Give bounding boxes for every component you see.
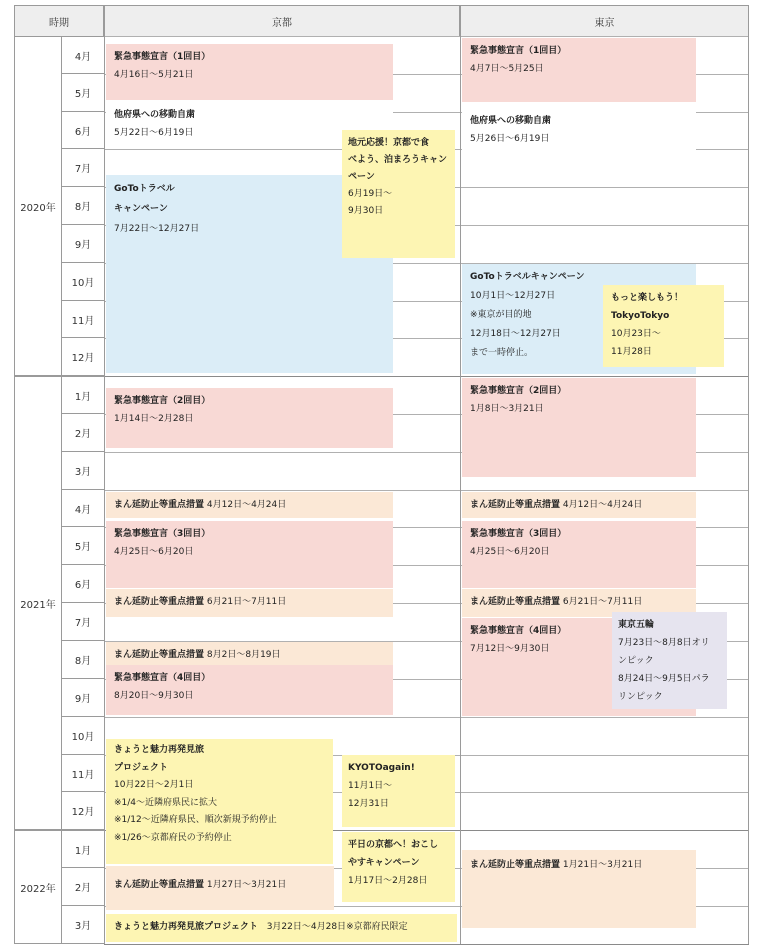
- month-2022-02: 2月: [61, 868, 105, 906]
- tokyo-manen-1-title: まん延防止等重点措置: [470, 500, 561, 510]
- month-2021-08: 8月: [61, 641, 105, 679]
- year-2022: 2022年: [14, 830, 62, 944]
- kyoto-kyotoagain-dates-2: 12月31日: [348, 799, 389, 809]
- kyoto-manen-1-dates: 4月12日～4月24日: [206, 500, 287, 510]
- tokyo-olympics-line-1: 7月23日～8月8日オリ: [618, 638, 710, 648]
- month-2022-01: 1月: [61, 830, 105, 868]
- kyoto-emergency-1: [106, 44, 393, 100]
- kyoto-miryoku2-title: きょうと魅力再発見旅プロジェクト: [114, 922, 258, 932]
- month-2020-09: 9月: [61, 225, 105, 263]
- month-2021-06: 6月: [61, 565, 105, 603]
- tokyo-olympics-title: 東京五輪: [618, 620, 655, 630]
- tokyo-olympics-line-2: ンピック: [618, 656, 654, 666]
- kyoto-manen-4-dates: 1月27日～3月21日: [206, 880, 287, 890]
- kyoto-heijitsu-title-2: やすキャンペーン: [348, 858, 420, 868]
- tokyo-emergency-1-title: 緊急事態宣言（1回目）: [470, 46, 567, 56]
- kyoto-emergency-3-dates: 4月25日～6月20日: [114, 547, 194, 557]
- kyoto-miryoku2-dates: 3月22日～4月28日: [266, 922, 347, 932]
- kyoto-emergency-1-dates: 4月16日～5月21日: [114, 70, 194, 80]
- tokyo-manen-2-title: まん延防止等重点措置: [470, 597, 561, 607]
- tokyo-motto-title-1: もっと楽しもう！: [611, 293, 684, 303]
- kyoto-miryoku-title-1: きょうと魅力再発見旅: [114, 745, 205, 755]
- tokyo-olympics-line-4: リンピック: [618, 692, 663, 702]
- kyoto-manen-2-dates: 6月21日～7月11日: [206, 597, 287, 607]
- month-2020-04: 4月: [61, 36, 105, 74]
- kyoto-emergency-2-title: 緊急事態宣言（2回目）: [114, 396, 211, 406]
- kyoto-emergency-4-title: 緊急事態宣言（4回目）: [114, 673, 211, 683]
- kyoto-emergency-2: [106, 388, 393, 448]
- kyoto-kyotoagain-title: KYOTOagain!: [348, 763, 415, 773]
- tokyo-emergency-4-dates: 7月12日～9月30日: [470, 644, 550, 654]
- tokyo-goto-note-1: ※東京が目的地: [470, 310, 532, 320]
- tokyo-olympics: [612, 612, 727, 709]
- tokyo-goto-dates: 10月1日～12月27日: [470, 291, 556, 301]
- kyoto-jimoto-dates-1: 6月19日～: [348, 189, 393, 199]
- tokyo-emergency-1: [462, 38, 696, 102]
- tokyo-motto-tokyo: [603, 285, 724, 367]
- month-2020-06: 6月: [61, 112, 105, 149]
- month-2022-03: 3月: [61, 906, 105, 944]
- month-2020-07: 7月: [61, 149, 105, 187]
- kyoto-manen-3-title: まん延防止等重点措置: [114, 650, 205, 660]
- tokyo-manen-3-title: まん延防止等重点措置: [470, 860, 561, 870]
- kyoto-miryoku-note-2: ※1/12～近隣府県民、順次新規予約停止: [114, 815, 277, 825]
- month-2021-05: 5月: [61, 527, 105, 565]
- kyoto-emergency-1-title: 緊急事態宣言（1回目）: [114, 52, 211, 62]
- tokyo-motto-title-2: TokyoTokyo: [611, 311, 670, 321]
- month-2020-12: 12月: [61, 338, 105, 376]
- kyoto-kyotoagain-dates-1: 11月1日～: [348, 781, 393, 791]
- kyoto-self-restraint-title: 他府県への移動自粛: [114, 110, 196, 120]
- tokyo-goto-title: GoToトラベルキャンペーン: [470, 272, 585, 282]
- month-2020-10: 10月: [61, 263, 105, 301]
- header-tokyo: 東京: [460, 5, 749, 37]
- kyoto-jimoto-dates-2: 9月30日: [348, 206, 384, 216]
- kyoto-miryoku-note-1: ※1/4～近隣府県民に拡大: [114, 797, 218, 808]
- kyoto-emergency-4-dates: 8月20日～9月30日: [114, 691, 194, 701]
- kyoto-miryoku-project: [106, 739, 333, 864]
- tokyo-self-restraint: [462, 108, 696, 152]
- kyoto-manen-3-dates: 8月2日～8月19日: [206, 650, 281, 660]
- tokyo-emergency-3-dates: 4月25日～6月20日: [470, 547, 550, 557]
- kyoto-goto-title-1: GoToトラベル: [114, 184, 175, 194]
- kyoto-miryoku-project-2: [106, 914, 457, 942]
- tokyo-self-restraint-dates: 5月26日～6月19日: [470, 134, 550, 144]
- month-2021-01: 1月: [61, 376, 105, 414]
- year-2021: 2021年: [14, 376, 62, 830]
- tokyo-motto-dates-2: 11月28日: [611, 347, 652, 357]
- kyoto-jimoto-title-3: ペーン: [348, 172, 375, 182]
- tokyo-emergency-2: [462, 378, 696, 477]
- kyoto-miryoku-dates: 10月22日～2月1日: [114, 780, 194, 790]
- kyoto-manen-2-title: まん延防止等重点措置: [114, 597, 205, 607]
- tokyo-emergency-3: [462, 521, 696, 588]
- month-2021-12: 12月: [61, 792, 105, 830]
- kyoto-miryoku-title-2: プロジェクト: [114, 762, 168, 773]
- kyoto-self-restraint-dates: 5月22日～6月19日: [114, 128, 194, 138]
- kyoto-kyotoagain: [342, 755, 455, 827]
- tokyo-emergency-2-title: 緊急事態宣言（2回目）: [470, 386, 567, 396]
- month-2021-11: 11月: [61, 755, 105, 792]
- tokyo-manen-3: [462, 850, 696, 928]
- month-2021-09: 9月: [61, 679, 105, 717]
- tokyo-emergency-2-dates: 1月8日～3月21日: [470, 404, 544, 414]
- kyoto-emergency-3: [106, 521, 393, 588]
- kyoto-manen-1-title: まん延防止等重点措置: [114, 500, 205, 510]
- kyoto-manen-2: [106, 589, 393, 617]
- kyoto-jimoto-title-1: 地元応援！京都で食: [348, 138, 430, 148]
- month-2021-07: 7月: [61, 603, 105, 641]
- month-2021-04: 4月: [61, 490, 105, 527]
- tokyo-emergency-4-title: 緊急事態宣言（4回目）: [470, 626, 567, 636]
- kyoto-emergency-2-dates: 1月14日～2月28日: [114, 414, 194, 424]
- header-period: 時期: [14, 5, 104, 37]
- tokyo-self-restraint-title: 他府県への移動自粛: [470, 116, 552, 126]
- tokyo-goto-note-3: まで一時停止。: [470, 348, 534, 358]
- kyoto-miryoku-note-3: ※1/26～京都府民の予約停止: [114, 832, 232, 843]
- tokyo-manen-2-dates: 6月21日～7月11日: [562, 597, 643, 607]
- tokyo-emergency-3-title: 緊急事態宣言（3回目）: [470, 529, 567, 539]
- kyoto-miryoku2-note: ※京都府民限定: [346, 922, 408, 932]
- kyoto-heijitsu-dates: 1月17日～2月28日: [348, 876, 428, 886]
- month-2021-02: 2月: [61, 414, 105, 452]
- month-2020-08: 8月: [61, 187, 105, 225]
- month-2020-11: 11月: [61, 301, 105, 338]
- kyoto-emergency-4: [106, 665, 393, 715]
- kyoto-manen-3: [106, 642, 393, 666]
- month-2021-03: 3月: [61, 452, 105, 490]
- tokyo-motto-dates-1: 10月23日～: [611, 329, 661, 339]
- tokyo-manen-1-dates: 4月12日～4月24日: [562, 500, 643, 510]
- kyoto-emergency-3-title: 緊急事態宣言（3回目）: [114, 529, 211, 539]
- kyoto-goto-dates: 7月22日～12月27日: [114, 224, 200, 234]
- kyoto-manen-1: [106, 492, 393, 518]
- kyoto-jimoto-campaign: [342, 130, 455, 258]
- kyoto-heijitsu-title-1: 平日の京都へ！おこし: [348, 840, 439, 850]
- kyoto-manen-4-title: まん延防止等重点措置: [114, 880, 205, 890]
- tokyo-manen-1: [462, 492, 696, 518]
- tokyo-emergency-1-dates: 4月7日～5月25日: [470, 64, 544, 74]
- month-2020-05: 5月: [61, 74, 105, 112]
- tokyo-manen-3-dates: 1月21日～3月21日: [562, 860, 643, 870]
- year-2020: 2020年: [14, 36, 62, 376]
- month-2021-10: 10月: [61, 717, 105, 755]
- kyoto-goto-title-2: キャンペーン: [114, 204, 168, 214]
- kyoto-manen-4: [106, 866, 334, 910]
- kyoto-jimoto-title-2: べよう、泊まろうキャン: [348, 155, 448, 165]
- tokyo-olympics-line-3: 8月24日～9月5日パラ: [618, 674, 710, 684]
- kyoto-heijitsu-campaign: [342, 832, 455, 902]
- tokyo-goto-note-2: 12月18日～12月27日: [470, 329, 561, 339]
- header-kyoto: 京都: [104, 5, 460, 37]
